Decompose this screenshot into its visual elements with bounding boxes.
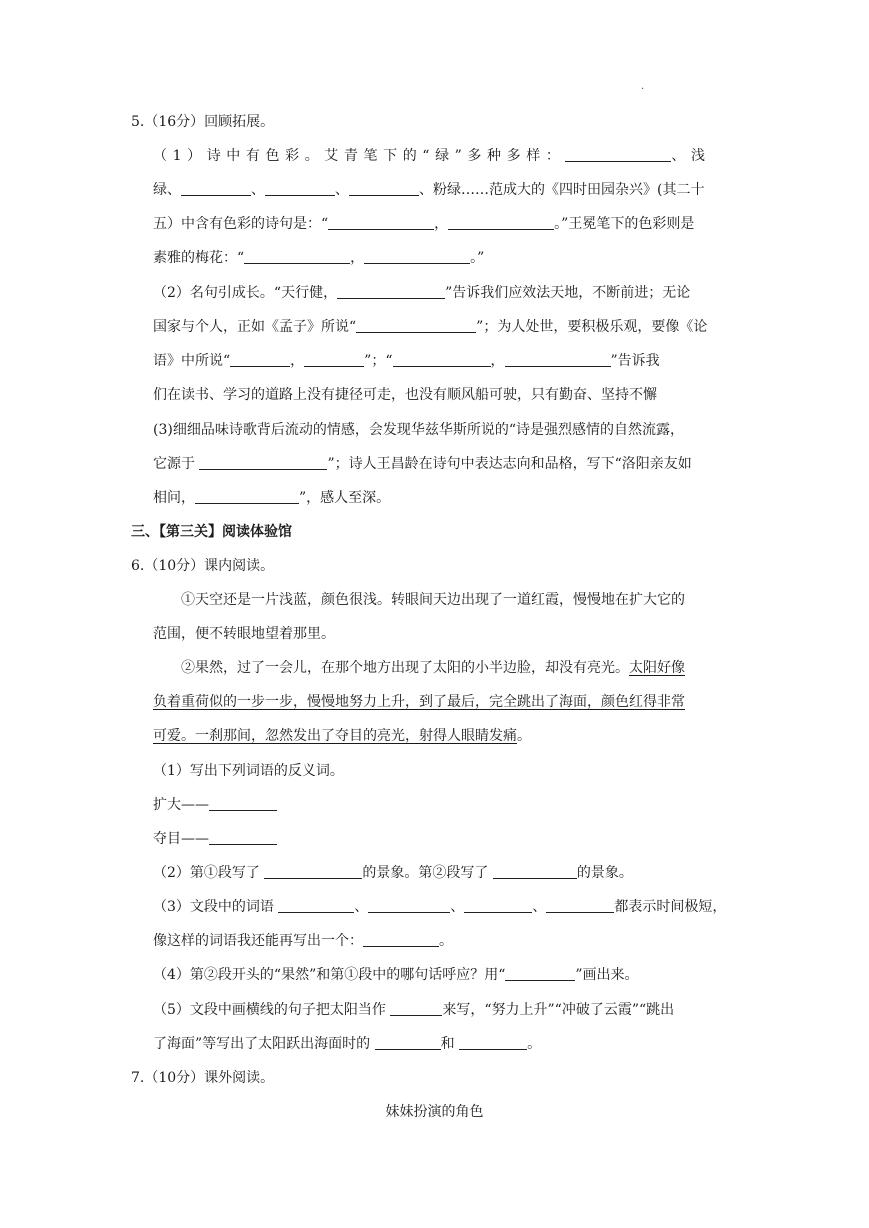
page-mark: ·: [641, 84, 645, 95]
answer-blank[interactable]: [459, 1035, 527, 1050]
q6-antonym-1: 扩大——: [153, 795, 277, 815]
answer-blank[interactable]: [328, 215, 434, 230]
answer-blank[interactable]: [375, 1035, 441, 1050]
q6-sub2: （2）第①段写了 的景象。第②段写了 的景象。: [153, 865, 633, 881]
q6-passage-para1: ①天空还是一片浅蓝，颜色很浅。转眼间天边出现了一道红霞，慢慢地在扩大它的: [181, 592, 685, 608]
q6-passage-para2-end: 可爱。一刹那间，忽然发出了夺目的亮光，射得人眼睛发痛。: [153, 728, 531, 744]
q5-p1-line4: 素雅的梅花：“ ， 。”: [153, 250, 485, 266]
answer-blank[interactable]: [390, 1001, 442, 1016]
q5-p2-line2: 国家与个人，正如《孟子》所说“ ”；为人处世，要积极乐观，要像《论: [153, 319, 708, 335]
q5-heading: 5.（16分）回顾拓展。: [131, 114, 275, 130]
q5-p1-line1: （1）诗中有色彩。艾青笔下的“绿”多种多样： 、浅: [153, 148, 711, 164]
q5-p3-line2: 它源于 ”；诗人王昌龄在诗句中表达志向和品格，写下“洛阳亲友如: [153, 456, 692, 472]
answer-blank[interactable]: [368, 898, 450, 913]
q6-sub5-cont: 了海面”等写出了太阳跃出海面时的 和 。: [153, 1036, 542, 1052]
answer-blank[interactable]: [181, 181, 251, 196]
answer-blank[interactable]: [448, 215, 554, 230]
q5-p3-line3: 相问， ”，感人至深。: [153, 490, 391, 506]
answer-blank[interactable]: [356, 318, 476, 333]
q7-heading: 7.（10分）课外阅读。: [131, 1070, 275, 1086]
answer-blank[interactable]: [464, 898, 532, 913]
answer-blank[interactable]: [337, 284, 445, 299]
q6-sub4: （4）第②段开头的“果然”和第①段中的哪句话呼应？用“ ”画出来。: [153, 967, 639, 983]
q5-p3-line1: (3)细细品味诗歌背后流动的情感，会发现华兹华斯所说的“诗是强烈感情的自然流露，: [153, 422, 684, 438]
q5-p2-line1: （2）名句引成长。“天行健， ”告诉我们应效法天地，不断前进；无论: [153, 285, 691, 301]
q5-p2-line3: 语》中所说“ ， ”；“ ， ”告诉我: [153, 353, 660, 369]
q5-p1-line2: 绿、 、 、 、粉绿……范成大的《四时田园杂兴》(其二十: [153, 182, 705, 198]
q5-p1-line3: 五）中含有色彩的诗句是：“ ， 。”王冕笔下的色彩则是: [153, 216, 695, 232]
section-title: 三、【第三关】阅读体验馆: [131, 524, 292, 540]
answer-blank[interactable]: [278, 898, 354, 913]
answer-blank[interactable]: [393, 352, 491, 367]
answer-blank[interactable]: [244, 249, 350, 264]
answer-blank[interactable]: [264, 864, 362, 879]
answer-blank[interactable]: [363, 932, 439, 947]
q6-sub1: （1）写出下列词语的反义词。: [153, 763, 344, 779]
q6-passage-underlined: 负着重荷似的一步一步，慢慢地努力上升，到了最后，完全跳出了海面，颜色红得非常: [153, 694, 685, 710]
q6-sub5: （5）文段中画横线的句子把太阳当作 来写，“努力上升”“冲破了云霞”“跳出: [153, 1002, 675, 1018]
answer-blank[interactable]: [265, 181, 335, 196]
answer-blank[interactable]: [546, 898, 614, 913]
q6-passage-para1-cont: 范围，便不转眼地望着那里。: [153, 626, 335, 642]
q6-sub3-cont: 像这样的词语我还能再写出一个： 。: [153, 933, 453, 949]
answer-blank[interactable]: [195, 489, 299, 504]
q7-passage-title: 妹妹扮演的角色: [385, 1104, 484, 1120]
answer-blank[interactable]: [349, 181, 419, 196]
answer-blank[interactable]: [505, 966, 575, 981]
q5-p2-line4: 们在读书、学习的道路上没有捷径可走，也没有顺风船可驶，只有勤奋、坚持不懈: [153, 387, 657, 403]
answer-blank[interactable]: [304, 352, 364, 367]
answer-blank[interactable]: [209, 830, 277, 845]
answer-blank[interactable]: [565, 147, 671, 162]
answer-blank[interactable]: [364, 249, 470, 264]
answer-blank[interactable]: [230, 352, 290, 367]
q6-antonym-2: 夺目——: [153, 829, 277, 849]
q6-sub3: （3）文段中的词语 、 、 、 都表示时间极短，: [153, 899, 727, 915]
q6-heading: 6.（10分）课内阅读。: [131, 558, 275, 574]
q6-passage-para2: ②果然，过了一会儿，在那个地方出现了太阳的小半边脸，却没有亮光。太阳好像: [181, 660, 685, 676]
answer-blank[interactable]: [505, 352, 611, 367]
answer-blank[interactable]: [199, 455, 327, 470]
answer-blank[interactable]: [209, 796, 277, 811]
answer-blank[interactable]: [493, 864, 577, 879]
